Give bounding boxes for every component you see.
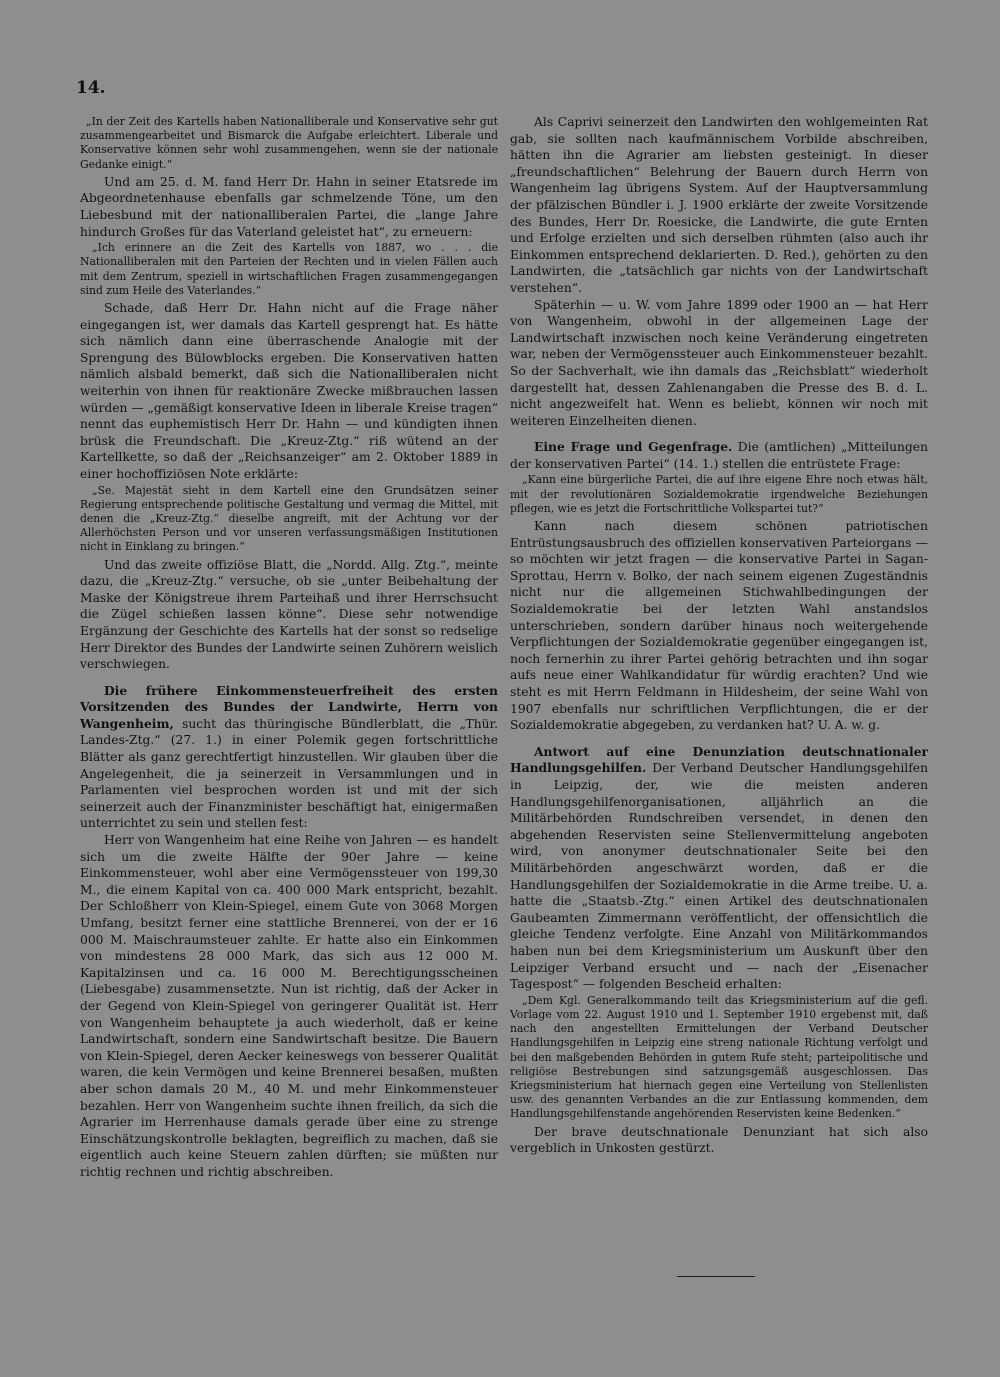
block-quote: „Ich erinnere an die Zeit des Kartells von 1887, wo . . . die Nationalliberalen mit den Parteien der Rechten und in vielen Fällen auch mit dem Zentrum, speziell in wirtschaftlichen Fragen zusammengegangen sind zum Heile des Vaterlandes.“	[80, 241, 498, 297]
section-heading: Die frühere Einkommensteuerfreiheit des ersten Vorsitzenden des Bundes der Landwirte, Herrn von Wangenheim,	[80, 682, 498, 731]
section-paragraph	[510, 744, 928, 993]
section-text: Der Verband Deutscher Handlungsgehilfen in Leipzig, der, wie die meisten anderen Handlungsgehilfenorganisationen, alljährlich an die Militärbehörden Rundschreiben versendet, in denen den abgehenden Reservisten seine Stellenvermittelung angeboten wird, von anonymer deutschnationaler Seite bei den Militärbehörden angeschwärzt worden, daß er die Handlungsgehilfen der Sozialdemokratie in die Arme treibe. U. a. hatte die „Staatsb.-Ztg.“ einen Artikel des deutschnationalen Gaubeamten Zimmermann veröffentlicht, der offensichtlich die gleiche Tendenz verfolgte. Eine Anzahl von Militärkommandos haben nun bei dem Kriegsministerium um Auskunft über den Leipziger Verband ersucht und — nach der „Eisenacher Tagespost“ — folgenden Bescheid erhalten:	[510, 761, 928, 992]
body-paragraph: Als Caprivi seinerzeit den Landwirten den wohlgemeinten Rat gab, sie sollten nach kaufmännischem Vorbilde abschreiben, hätten ihn die Agrarier am liebsten gesteinigt. In dieser „freundschaftlichen“ Belehrung der Bauern durch Herrn von Wangenheim lag übrigens System. Auf der Hauptversammlung der pfälzischen Bündler i. J. 1900 erklärte der zweite Vorsitzende des Bundes, Herr Dr. Roesicke, die Landwirte, die gute Ernten und Erfolge erzielten und sich derselben rühmten (also auch ihr Einkommen entsprechend deklarierten. D. Red.), gehörten zu den Landwirten, die „tatsächlich gar nichts von der Landwirtschaft verstehen“.	[510, 115, 928, 295]
section-heading: Antwort auf eine Denunziation deutschnationaler Handlungsgehilfen.	[510, 743, 928, 776]
block-quote: „Dem Kgl. Generalkommando teilt das Kriegsministerium auf die gefl. Vorlage vom 22. August 1910 und 1. September 1910 ergebenst mit, daß nach den angestellten Ermittelungen der Verband Deutscher Handlungsgehilfen in Leipzig eine streng nationale Richtung verfolgt und bei den maßgebenden Behörden in gutem Rufe steht; parteipolitische und religiöse Bestrebungen sind satzungsgemäß ausgeschlossen. Das Kriegsministerium hat hiernach gegen eine Verteilung von Stellenlisten usw. des genannten Verbandes an die zur Entlassung kommenden, dem Handlungsgehilfenstande angehörenden Reservisten keine Bedenken.“	[510, 993, 928, 1121]
left-column	[80, 114, 498, 1181]
section-text: Die (amtlichen) „Mitteilungen der konservativen Partei“ (14. 1.) stellen die entrüstete Frage:	[510, 440, 928, 471]
page-number: 14.	[76, 78, 106, 98]
section-text: sucht das thüringische Bündlerblatt, die „Thür. Landes-Ztg.“ (27. 1.) in einer Polemik gegen fortschrittliche Blätter als ganz gerechtfertigt hinzustellen. Wir glauben über die Angelegenheit, die ja seinerzeit in Versammlungen und in Parlamenten viel besprochen worden ist und mit der sich seinerzeit auch der Finanzminister beschäftigt hat, einigermaßen unterrichtet zu sein und stellen fest:	[80, 716, 498, 831]
end-divider	[677, 1276, 755, 1277]
body-paragraph: Kann nach diesem schönen patriotischen Entrüstungsausbruch des offiziellen konservativen Parteiorgans — so möchten wir jetzt fragen — die konservative Partei in Sagan-Sprottau, Herrn v. Bolko, der nach seinem eigenen Zugeständnis nicht nur die allgemeinen Stichwahlbedingungen der Sozialdemokratie bei der letzten Wahl anstandslos unterschrieben, sondern darüber hinaus noch weitergehende Verpflichtungen der Sozialdemokratie gegenüber eingegangen ist, noch fernerhin zu ihrer Partei gehörig betrachten und ihn sogar aufs neue einer Wahlkandidatur für würdig erachten? Und wie steht es mit Herrn Feldmann in Hildesheim, der seine Wahl von 1907 ebenfalls nur schriftlichen Verpflichtungen, die er der Sozialdemokratie abgegeben, zu verdanken hat? U. A. w. g.	[510, 519, 928, 733]
block-quote: „Se. Majestät sieht in dem Kartell eine den Grundsätzen seiner Regierung entsprechende politische Gestaltung und vermag die Mittel, mit denen die „Kreuz-Ztg.“ dieselbe angreift, mit der Achtung vor der Allerhöchsten Person und vor unseren verfassungsmäßigen Institutionen nicht in Einklang zu bringen.“	[80, 483, 498, 554]
body-paragraph: Herr von Wangenheim hat eine Reihe von Jahren — es handelt sich um die zweite Hälfte der 90er Jahre — keine Einkommensteuer, wohl aber eine Vermögenssteuer von 199,30 M., die einem Kapital von ca. 400 000 Mark entspricht, bezahlt. Der Schloßherr von Klein-Spiegel, einem Gute von 3068 Morgen Umfang, besitzt ferner eine stattliche Brennerei, von der er 16 000 M. Maischraumsteuer zahlte. Er hatte also ein Einkommen von mindestens 28 000 Mark, das sich aus 12 000 M. Kapitalzinsen und ca. 16 000 M. Berechtigungsscheinen (Liebesgabe) zusammensetzte. Nun ist richtig, daß der Acker in der Gegend von Klein-Spiegel von geringerer Qualität ist. Herr von Wangenheim behauptete ja auch wiederholt, daß er keine Landwirtschaft, sondern eine Sandwirtschaft besitze. Die Bauern von Klein-Spiegel, deren Aecker keineswegs von besserer Qualität waren, die kein Vermögen und keine Brennerei besaßen, mußten aber schon damals 20 M., 40 M. und mehr Einkommensteuer bezahlen. Herr von Wangenheim suchte ihnen freilich, da sich die Agrarier im Herrenhause damals gerade über eine zu strenge Einschätzungskontrolle beklagten, begreiflich zu machen, daß sie eigentlich auch keine Steuern zahlen dürften; sie müßten nur richtig rechnen und richtig abschreiben.	[80, 833, 498, 1179]
body-paragraph: Und am 25. d. M. fand Herr Dr. Hahn in seiner Etatsrede im Abgeordnetenhause ebenfalls gar schmelzende Töne, um den Liebesbund mit der nationalliberalen Partei, die „lange Jahre hindurch Großes für das Vaterland geleistet hat“, zu erneuern:	[80, 174, 498, 239]
block-quote: „In der Zeit des Kartells haben Nationalliberale und Konservative sehr gut zusammengearbeitet und Bismarck die Aufgabe erleichtert. Liberale und Konservative können sehr wohl zusammengehen, wenn sie der nationale Gedanke einigt.“	[80, 115, 498, 171]
body-paragraph: Späterhin — u. W. vom Jahre 1899 oder 1900 an — hat Herr von Wangenheim, obwohl in der allgemeinen Lage der Landwirtschaft inzwischen noch keine Veränderung eingetreten war, neben der Vermögenssteuer auch Einkommensteuer bezahlt. So der Sachverhalt, wie ihn damals das „Reichsblatt“ wiederholt dargestellt hat, dessen Zahlenangaben die Presse des B. d. L. nicht angezweifelt hat. Wenn es beliebt, können wir noch mit weiteren Einzelheiten dienen.	[510, 297, 928, 428]
body-paragraph: Und das zweite offiziöse Blatt, die „Nordd. Allg. Ztg.“, meinte dazu, die „Kreuz-Ztg.“ versuche, ob sie „unter Beibehaltung der Maske der Königstreue ihrem Parteihaß und ihrer Herrschsucht die Zügel schießen lassen könne“. Diese sehr notwendige Ergänzung der Geschichte des Kartells hat der sonst so redselige Herr Direktor des Bundes der Landwirte seinen Zuhörern weislich verschwiegen.	[80, 557, 498, 672]
block-quote: „Kann eine bürgerliche Partei, die auf ihre eigene Ehre noch etwas hält, mit der revolutionären Sozialdemokratie irgendwelche Beziehungen pflegen, wie es jetzt die Fortschrittliche Volkspartei tut?“	[510, 473, 928, 515]
right-column	[510, 114, 928, 1157]
section-heading: Eine Frage und Gegenfrage.	[534, 439, 733, 455]
section-paragraph	[80, 683, 498, 832]
section-paragraph	[510, 439, 928, 472]
body-paragraph: Schade, daß Herr Dr. Hahn nicht auf die Frage näher eingegangen ist, wer damals das Kartell gesprengt hat. Es hätte sich nämlich dann eine überraschende Analogie mit der Sprengung des Bülowblocks ergeben. Die Konservativen hatten nämlich alsbald bemerkt, daß sich die Nationalliberalen nicht weiterhin von ihnen für reaktionäre Zwecke mißbrauchen lassen würden — „gemäßigt konservative Ideen in liberale Kreise tragen“ nennt das euphemistisch Herr Dr. Hahn — und kündigten ihnen brüsk die Freundschaft. Die „Kreuz-Ztg.“ riß wütend an der Kartellkette, so daß der „Reichsanzeiger“ am 2. Oktober 1889 in einer hochoffiziösen Note erklärte:	[80, 301, 498, 481]
body-paragraph: Der brave deutschnationale Denunziant hat sich also vergeblich in Unkosten gestürzt.	[510, 1124, 928, 1156]
